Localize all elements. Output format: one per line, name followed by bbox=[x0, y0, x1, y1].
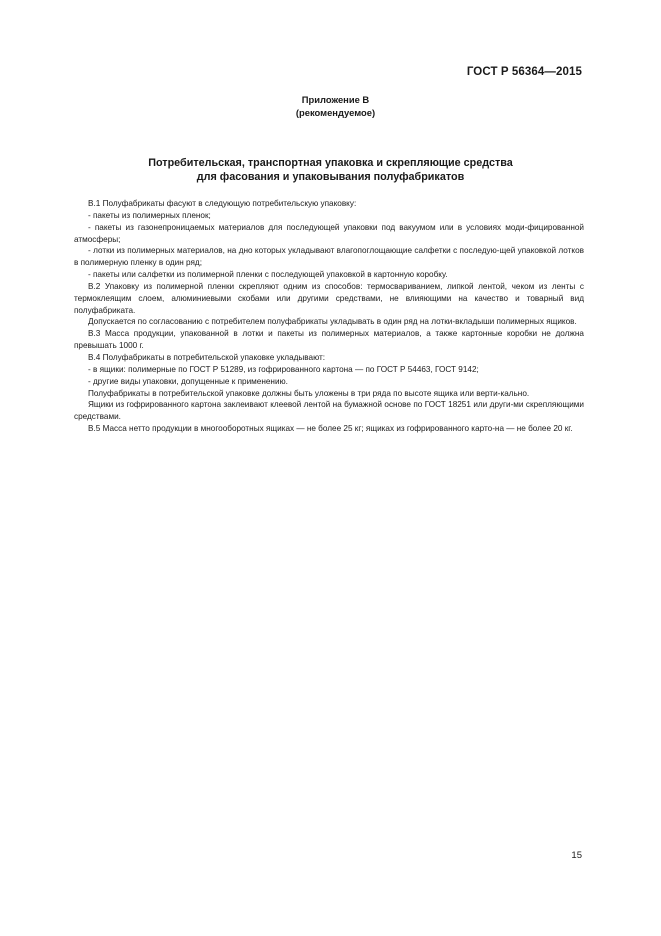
list-item: - пакеты или салфетки из полимерной пленки с последующей упаковкой в картонную коробку. bbox=[88, 270, 448, 280]
document-body bbox=[74, 198, 584, 435]
list-item: - другие виды упаковки, допущенные к применению. bbox=[88, 376, 288, 386]
paragraph-b4: В.4 Полуфабрикаты в потребительской упаковке укладывают: bbox=[88, 352, 326, 362]
annex-status: (рекомендуемое) bbox=[295, 107, 376, 118]
annex-block bbox=[0, 93, 661, 119]
list-item: - лотки из полимерных материалов, на дно которых укладывают влагопоглощающие салфетки с последую-щей упаковкой лотков в полимерную пленку в один ряд; bbox=[74, 246, 584, 268]
paragraph-b1: В.1 Полуфабрикаты фасуют в следующую потребительскую упаковку: bbox=[88, 199, 357, 208]
paragraph-b3: В.3 Масса продукции, упакованной в лотки и пакеты из полимерных материалов, а также картонные коробки не должна превышать 1000 г. bbox=[74, 329, 584, 351]
heading-line-2: для фасования и упаковывания полуфабрикатов bbox=[196, 171, 465, 183]
list-item: - в ящики: полимерные по ГОСТ Р 51289, из гофрированного картона — по ГОСТ Р 54463, ГОСТ 9142; bbox=[88, 364, 479, 374]
paragraph-b2: В.2 Упаковку из полимерной пленки скрепляют одним из способов: термосвариванием, липкой лентой, чеком из ленты с термоклеящим слоем, алюминиевыми скобами или другими средствами, не влияющими на качество и товарный вид полуфабриката. bbox=[74, 281, 584, 315]
heading-line-1: Потребительская, транспортная упаковка и скрепляющие средства bbox=[148, 157, 513, 169]
paragraph: Ящики из гофрированного картона заклеивают клеевой лентой на бумажной основе по ГОСТ 18251 или други-ми скрепляющими средствами. bbox=[74, 400, 584, 422]
paragraph: Полуфабрикаты в потребительской упаковке должны быть уложены в три ряда по высоте ящика или верти-кально. bbox=[88, 388, 530, 398]
paragraph-b5: В.5 Масса нетто продукции в многооборотных ящиках — не более 25 кг; ящиках из гофрированного карто-на — не более 20 кг. bbox=[88, 424, 573, 434]
page-number: 15 bbox=[571, 850, 582, 861]
list-item: - пакеты из газонепроницаемых материалов для последующей упаковки под вакуумом или в условиях моди-фицированной атмосферы; bbox=[74, 222, 584, 244]
annex-title: Приложение В bbox=[301, 94, 370, 105]
section-heading bbox=[0, 156, 661, 184]
document-code: ГОСТ Р 56364—2015 bbox=[466, 66, 582, 78]
list-item: - пакеты из полимерных пленок; bbox=[88, 210, 211, 220]
paragraph: Допускается по согласованию с потребителем полуфабрикаты укладывать в один ряд на лотки-вкладыши полимерных ящиков. bbox=[88, 317, 577, 327]
